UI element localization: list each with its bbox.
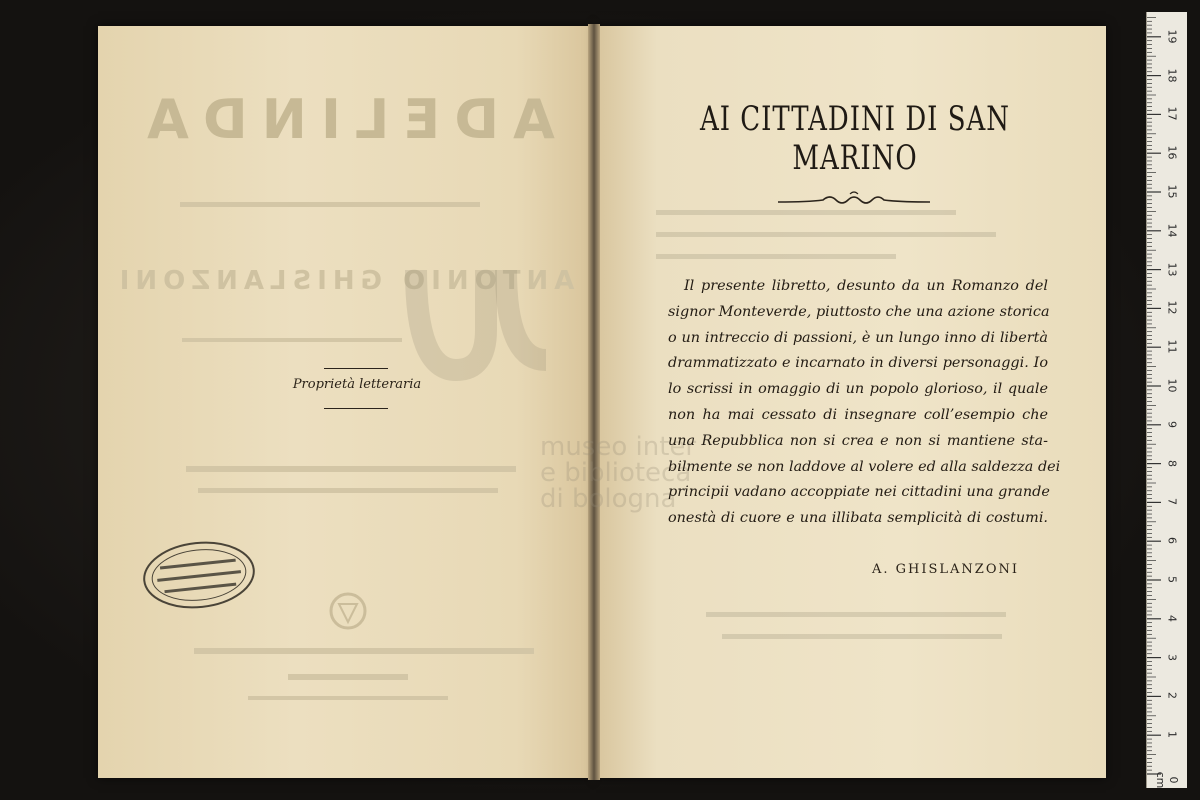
ruler-number: 2 [1165, 692, 1179, 700]
ruler-number: 19 [1165, 29, 1179, 44]
ruler-number: 1 [1165, 731, 1179, 739]
paragraph-line: Il presente libretto, desunto da un Romanzo del [684, 278, 1048, 294]
crest-icon [327, 590, 369, 632]
paragraph-line: onestà di cuore e una illibata semplicità di costumi. [668, 510, 1048, 527]
ruler-number: 12 [1165, 300, 1179, 315]
paragraph-line: o un intreccio di passioni, è un lungo inno di libertà [668, 329, 1048, 346]
showthrough-line [288, 674, 408, 680]
showthrough-line [656, 232, 996, 237]
ruler-number: 18 [1165, 68, 1179, 83]
showthrough-title: ADELINDA [133, 88, 555, 151]
paragraph-line: signor Monteverde, piuttosto che una azione storica [668, 303, 1050, 320]
ruler-unit-label: 0 cm [1154, 771, 1180, 789]
watermark-text-line: e biblioteca [540, 458, 692, 488]
paragraph-line: drammatizzato e incarnato in diversi personaggi. Io [668, 355, 1048, 372]
ruler-number: 6 [1165, 537, 1179, 545]
watermark-text-line: museo inter [540, 432, 697, 462]
property-rule-bottom [324, 408, 388, 409]
watermark-text-line: di bologna [540, 484, 677, 514]
ruler-number: 10 [1165, 378, 1179, 393]
showthrough-line [656, 210, 956, 215]
paragraph-line: principii vadano accoppiate nei cittadini una grande [668, 484, 1050, 501]
watermark-logo [396, 250, 566, 390]
showthrough-line [194, 648, 534, 654]
dedication-paragraph [668, 274, 1061, 532]
ruler-number: 3 [1165, 653, 1179, 661]
showthrough-line [656, 254, 896, 259]
left-page-content [98, 26, 590, 778]
ruler-number: 13 [1165, 262, 1179, 277]
paragraph-line: non ha mai cessato di insegnare coll’esempio che [668, 406, 1048, 423]
ornament-divider [778, 190, 930, 210]
showthrough-line [198, 488, 498, 493]
showthrough-line [722, 634, 1002, 639]
paragraph-line: una Repubblica non si crea e non si mantiene sta- [668, 432, 1048, 449]
library-stamp [138, 534, 261, 616]
ruler-ticks [1147, 12, 1187, 788]
showthrough-line [248, 696, 448, 700]
ruler-number: 8 [1165, 459, 1179, 467]
showthrough-line [182, 338, 402, 342]
measuring-ruler [1146, 12, 1187, 788]
showthrough-line [186, 466, 516, 472]
showthrough-author: ANTONIO GHISLANZONI [113, 266, 575, 296]
ruler-number: 15 [1165, 184, 1179, 199]
paragraph-line: lo scrissi in omaggio di un popolo glorioso, il quale [668, 381, 1048, 398]
paragraph-line: bilmente se non laddove al volere ed alla saldezza dei [668, 458, 1061, 475]
page-title: AI CITTADINI DI SAN MARINO [699, 100, 1011, 178]
ruler-number: 11 [1165, 339, 1179, 354]
showthrough-line [180, 202, 480, 207]
ruler-number: 9 [1165, 420, 1179, 428]
ruler-number: 5 [1165, 576, 1179, 583]
ruler-number: 4 [1165, 614, 1179, 622]
ruler-number: 16 [1165, 145, 1179, 160]
property-rule-top [324, 368, 388, 369]
property-label: Proprietà letteraria [292, 377, 422, 392]
ruler-number: 17 [1165, 106, 1179, 121]
ruler-number: 14 [1165, 223, 1179, 238]
ruler-number: 7 [1165, 498, 1179, 506]
showthrough-line [706, 612, 1006, 617]
author-signature: A. GHISLANZONI [872, 562, 1020, 577]
